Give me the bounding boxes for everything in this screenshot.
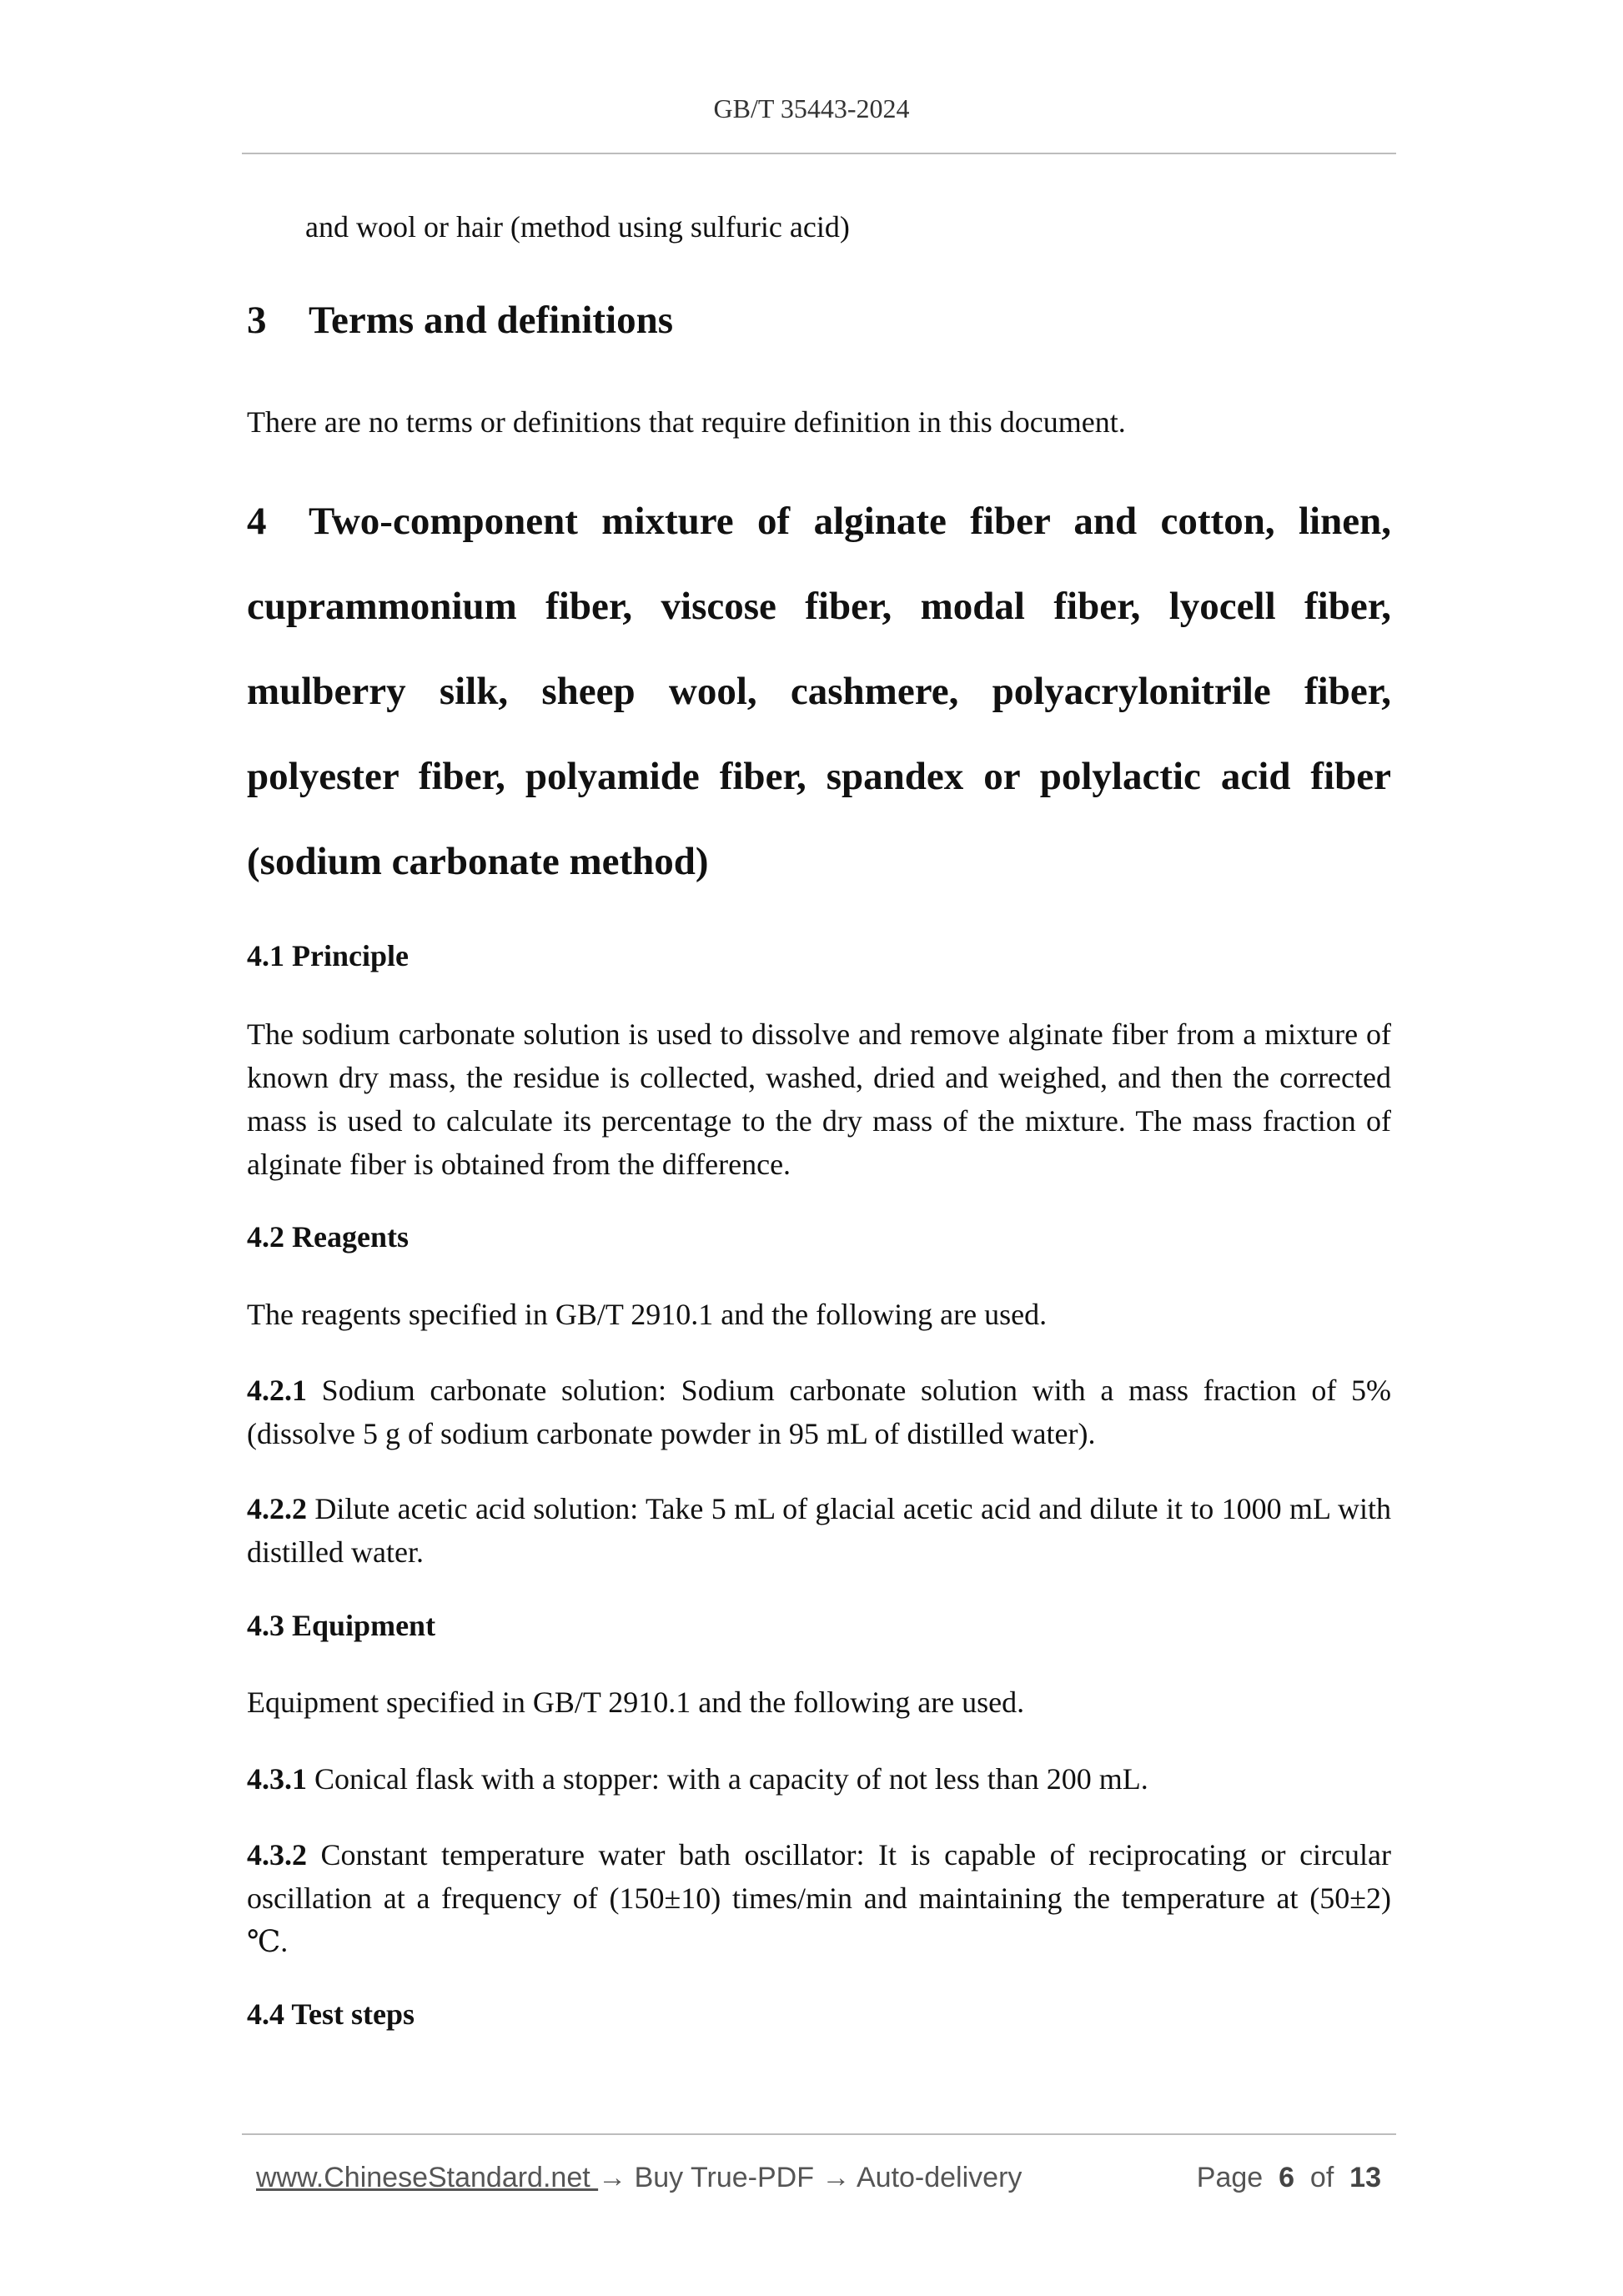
footer-promo bbox=[256, 2162, 1022, 2194]
arrow-right-icon: → bbox=[598, 2162, 627, 2193]
subsection-4-3-heading: 4.3 Equipment bbox=[247, 1609, 436, 1642]
page-label: Page bbox=[1196, 2162, 1264, 2193]
section-4-title: Two-component mixture of alginate fiber and cotton, linen, cuprammonium fiber, viscose fiber, modal fiber, lyocell fiber, mulberry silk, sheep wool, cashmere, polyacrylonitrile fiber, polyester fiber, polyamide fiber, spandex or polylactic acid fiber (sodium carbonate method) bbox=[247, 500, 1391, 883]
continued-line: and wool or hair (method using sulfuric acid) bbox=[305, 210, 850, 244]
buy-true-pdf-text: Buy True-PDF bbox=[626, 2162, 822, 2193]
arrow-right-icon: → bbox=[822, 2162, 851, 2193]
clause-4-3-2 bbox=[247, 1833, 1391, 1963]
of-label: of bbox=[1309, 2162, 1334, 2193]
auto-delivery-text: Auto-delivery bbox=[850, 2162, 1023, 2193]
subsection-4-3-text: Equipment specified in GB/T 2910.1 and the following are used. bbox=[247, 1686, 1025, 1719]
footer-rule bbox=[242, 2133, 1396, 2135]
page-number: 6 bbox=[1279, 2162, 1294, 2193]
subsection-4-1-text: The sodium carbonate solution is used to dissolve and remove alginate fiber from a mixture of known dry mass, the residue is collected, washed, dried and weighed, and then the corrected mass is used to calculate its percentage to the dry mass of the mixture. The mass fraction of alginate fiber is obtained from the difference. bbox=[247, 1017, 1391, 1181]
subsection-4-4-heading: 4.4 Test steps bbox=[247, 1997, 415, 2031]
website-link[interactable]: www.ChineseStandard.net bbox=[256, 2162, 599, 2193]
clause-4-2-2 bbox=[247, 1487, 1391, 1574]
subsection-4-2-heading: 4.2 Reagents bbox=[247, 1220, 409, 1254]
clause-4-2-1 bbox=[247, 1369, 1391, 1455]
page-total: 13 bbox=[1349, 2162, 1381, 2193]
clause-4-3-2-text: Constant temperature water bath oscillator: It is capable of reciprocating or circular oscillation at a frequency of (150±10) times/min and maintaining the temperature at (50±2) ℃. bbox=[247, 1838, 1391, 1958]
clause-4-3-1-number: 4.3.1 bbox=[247, 1762, 307, 1796]
section-3-heading bbox=[247, 298, 673, 343]
subsection-4-2-text: The reagents specified in GB/T 2910.1 and the following are used. bbox=[247, 1298, 1048, 1331]
section-3-text: There are no terms or definitions that require definition in this document. bbox=[247, 405, 1126, 439]
document-id-header: GB/T 35443-2024 bbox=[713, 93, 910, 123]
clause-4-2-1-text: Sodium carbonate solution: Sodium carbonate solution with a mass fraction of 5% (dissolve 5 g of sodium carbonate powder in 95 mL of distilled water). bbox=[247, 1374, 1391, 1450]
section-3-number: 3 bbox=[247, 299, 267, 342]
header-rule bbox=[242, 153, 1396, 154]
clause-4-3-1-text: Conical flask with a stopper: with a capacity of not less than 200 mL. bbox=[307, 1762, 1148, 1796]
clause-4-2-2-text: Dilute acetic acid solution: Take 5 mL of glacial acetic acid and dilute it to 1000 mL with distilled water. bbox=[247, 1492, 1391, 1569]
clause-4-3-1 bbox=[247, 1757, 1391, 1801]
section-3-title: Terms and definitions bbox=[309, 299, 674, 342]
clause-4-3-2-number: 4.3.2 bbox=[247, 1838, 307, 1871]
page-indicator bbox=[1197, 2162, 1381, 2194]
subsection-4-1-heading: 4.1 Principle bbox=[247, 939, 409, 972]
section-4-number: 4 bbox=[247, 500, 267, 543]
clause-4-2-1-number: 4.2.1 bbox=[247, 1374, 307, 1407]
section-4-heading bbox=[247, 479, 1391, 904]
clause-4-2-2-number: 4.2.2 bbox=[247, 1492, 307, 1525]
